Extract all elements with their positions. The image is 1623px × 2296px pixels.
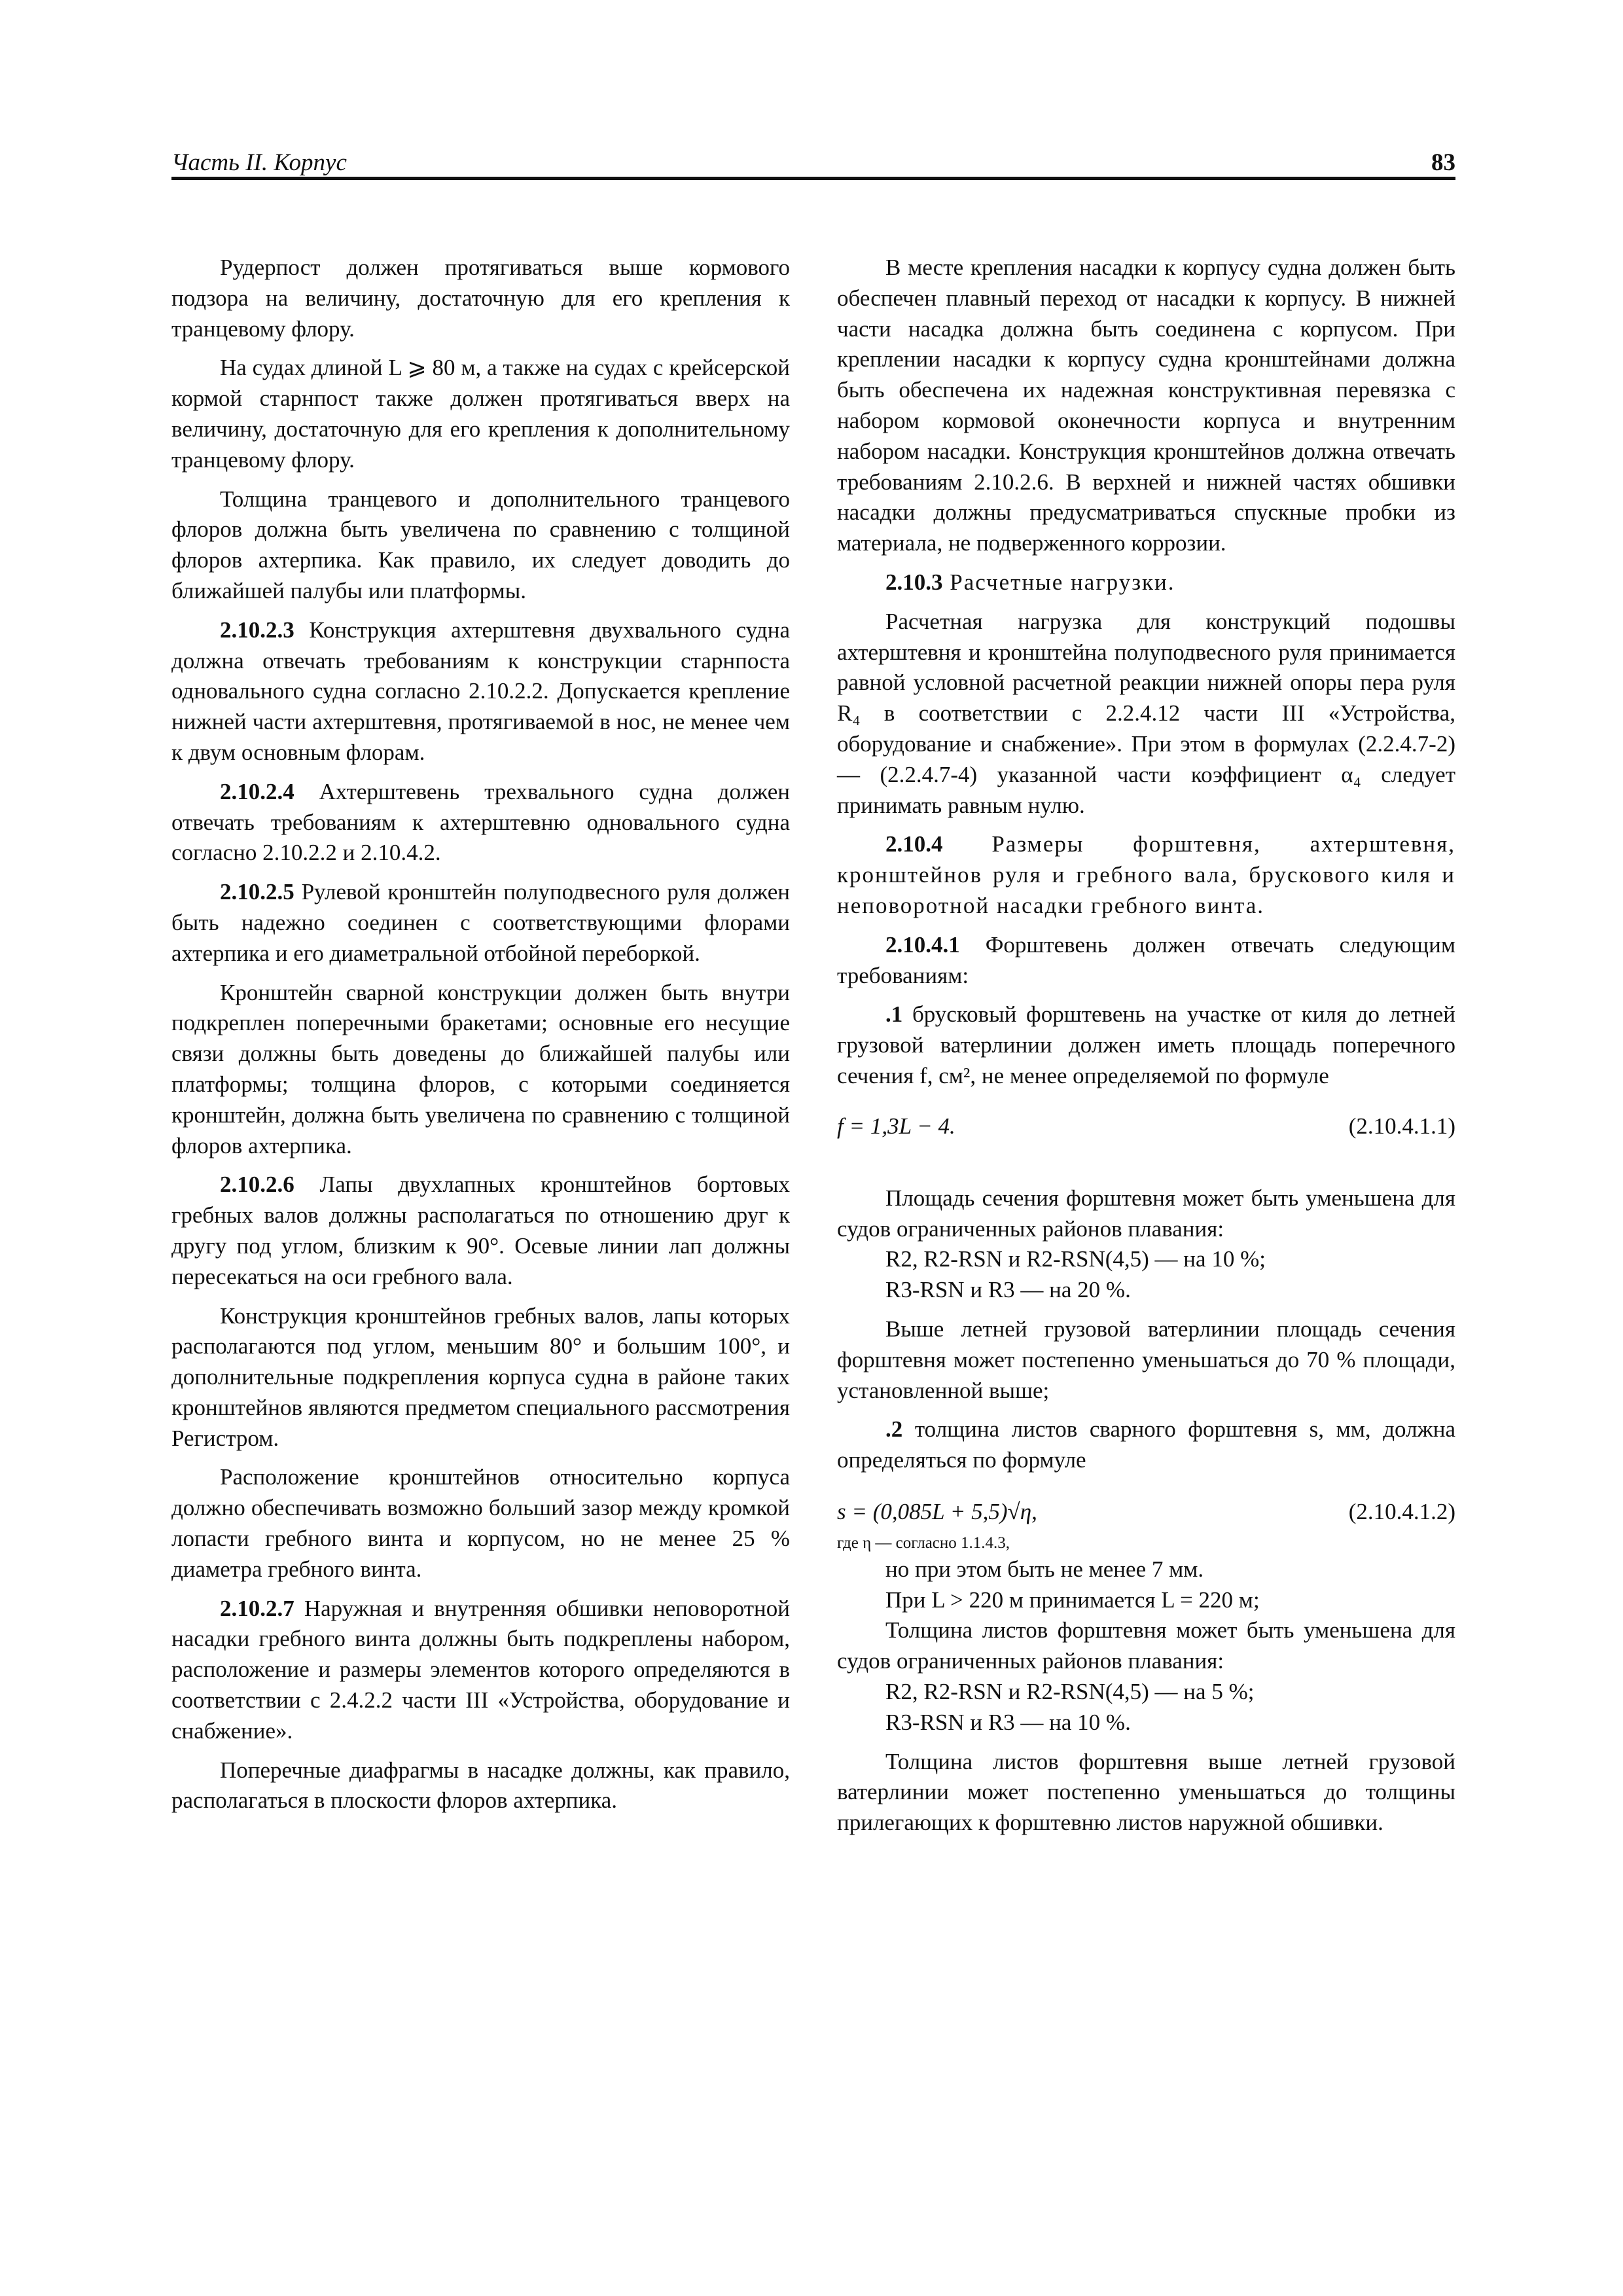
section-text: Конструкция ахтерштевня двухвального судна должна отвечать требованиям к конструкции старнпоста одновального судна согласно 2.10.2.2. Допускается крепление нижней части ахтерштевня, протягиваемой в нос, не менее чем к двум основным флорам. [171, 617, 790, 765]
formula-number: (2.10.4.1.2) [1348, 1498, 1455, 1524]
formula-expression: s = (0,085L + 5,5)√η, [837, 1498, 1037, 1524]
paragraph: Толщина листов форштевня выше летней грузовой ватерлинии может постепенно уменьшаться до толщины прилегающих к форштевню листов наружной обшивки. [837, 1748, 1455, 1836]
paragraph: Толщина листов форштевня может быть уменьшена для судов ограниченных районов плавания: [837, 1617, 1455, 1674]
section-2-10-3-heading [837, 567, 1455, 598]
section-number: 2.10.4 [885, 831, 943, 857]
page-header [171, 148, 1455, 178]
section-2-10-4-heading [837, 829, 1455, 921]
running-title: Часть II. Корпус [171, 149, 347, 176]
section-2-10-2-7 [171, 1594, 790, 1747]
paragraph: Расположение кронштейнов относительно корпуса должно обеспечивать возможно больший зазор между кромкой лопасти гребного винта и корпусом, но не менее 25 % диаметра гребного винта. [171, 1464, 790, 1582]
reduction-line: R3-RSN и R3 — на 10 %. [885, 1709, 1131, 1735]
left-column [171, 253, 790, 1816]
page-number: 83 [1431, 149, 1455, 176]
reduction-line: R3-RSN и R3 — на 20 %. [885, 1277, 1131, 1303]
formula-2-10-4-1-1 [837, 1110, 1455, 1143]
formula-expression: f = 1,3L − 4. [837, 1113, 955, 1139]
paragraph: Рудерпост должен протягиваться выше кормового подзора на величину, достаточную для его крепления к транцевому флору. [171, 255, 790, 342]
section-number: 2.10.2.7 [220, 1595, 294, 1621]
item-number: .2 [885, 1416, 903, 1443]
section-text: Форштевень должен отвечать следующим требованиям: [837, 931, 1455, 988]
paragraph: но при этом быть не менее 7 мм. [885, 1556, 1204, 1582]
section-number: 2.10.3 [885, 569, 943, 595]
paragraph: В месте крепления насадки к корпусу судна должен быть обеспечен плавный переход от насадки к корпусу. В нижней части насадка должна быть соединена с корпусом. При креплении насадки к корпусу судна кронштейнами должна быть обеспечена их надежная конструктивная перевязка с набором кормовой оконечности корпуса и внутренним набором насадки. Конструкция кронштейнов должна отвечать требованиям 2.10.2.6. В верхней и нижней частях обшивки насадки должны предусматриваться спускные пробки из материала, не подверженного коррозии. [837, 255, 1455, 556]
section-text: Рулевой кронштейн полуподвесного руля должен быть надежно соединен с соответствующими флорами ахтерпика и его диаметральной отбойной переборкой. [171, 879, 790, 966]
list-item-2 [837, 1414, 1455, 1476]
paragraph: Площадь сечения форштевня может быть уменьшена для судов ограниченных районов плавания: [837, 1185, 1455, 1242]
formula-where-note: где η — согласно 1.1.4.3, [837, 1534, 1010, 1552]
section-text: Лапы двухлапных кронштейнов бортовых гребных валов должны располагаться по отношению друг к другу под углом, близким к 90°. Осевые линии лап должны пересекаться на оси гребного вала. [171, 1172, 790, 1289]
paragraph: Расчетная нагрузка для конструкций подошвы ахтерштевня и кронштейна полуподвесного руля принимается равной условной расчетной реакции нижней опоры пера руля R₄ в соответствии с 2.2.4.12 части III «Устройства, оборудование и снабжение». При этом в формулах (2.2.4.7-2) — (2.2.4.7-4) указанной части коэффициент α₄ следует принимать равным нулю. [837, 608, 1455, 818]
list-item-1 [837, 999, 1455, 1091]
section-number: 2.10.2.5 [220, 879, 294, 905]
right-column [837, 253, 1455, 1839]
formula-number: (2.10.4.1.1) [1348, 1113, 1455, 1139]
section-heading-text: Размеры форштевня, ахтерштевня, кронштейнов руля и гребного вала, брускового киля и неповоротной насадки гребного винта. [837, 831, 1455, 918]
paragraph: Толщина транцевого и дополнительного транцевого флоров должна быть увеличена по сравнению с толщиной флоров ахтерпика. Как правило, их следует доводить до ближайшей палубы или платформы. [171, 486, 790, 603]
paragraph: Конструкция кронштейнов гребных валов, лапы которых располагаются под углом, меньшим 80° и большим 100°, и дополнительные подкрепления корпуса судна в районе таких кронштейнов являются предметом специального рассмотрения Регистром. [171, 1302, 790, 1451]
section-2-10-2-3 [171, 615, 790, 768]
section-number: 2.10.2.6 [220, 1172, 294, 1198]
section-2-10-2-6 [171, 1170, 790, 1292]
item-text: толщина листов сварного форштевня s, мм, должна определяться по формуле [837, 1416, 1455, 1473]
reduction-line: R2, R2-RSN и R2-RSN(4,5) — на 10 %; [885, 1246, 1266, 1272]
paragraph: На судах длиной L ⩾ 80 м, а также на судах с крейсерской кормой старнпост также должен протягиваться вверх на величину, достаточную для его крепления к дополнительному транцевому флору. [171, 355, 790, 473]
item-text: брусковый форштевень на участке от киля до летней грузовой ватерлинии должен иметь площадь поперечного сечения f, см², не менее определяемой по формуле [837, 1001, 1455, 1088]
section-number: 2.10.2.3 [220, 617, 294, 643]
item-number: .1 [885, 1001, 903, 1028]
section-2-10-2-4 [171, 777, 790, 869]
reduction-line: R2, R2-RSN и R2-RSN(4,5) — на 5 %; [885, 1679, 1255, 1705]
header-rule [171, 177, 1455, 180]
paragraph: Выше летней грузовой ватерлинии площадь сечения форштевня может постепенно уменьшаться до 70 % площади, установленной выше; [837, 1316, 1455, 1403]
section-number: 2.10.2.4 [220, 778, 294, 804]
section-text: Наружная и внутренняя обшивки неповоротной насадки гребного винта должны быть подкреплены набором, расположение и размеры элементов которого определяются в соответствии с 2.4.2.2 части III «Устройства, оборудование и снабжение». [171, 1595, 790, 1744]
section-heading-text: Расчетные нагрузки. [942, 569, 1175, 595]
section-number: 2.10.4.1 [885, 931, 960, 958]
paragraph: При L > 220 м принимается L = 220 м; [885, 1587, 1260, 1613]
paragraph: Поперечные диафрагмы в насадке должны, как правило, располагаться в плоскости флоров ахтерпика. [171, 1757, 790, 1814]
formula-2-10-4-1-2 [837, 1496, 1455, 1528]
section-text: Ахтерштевень трехвального судна должен отвечать требованиям к ахтерштевню одновального судна согласно 2.10.2.2 и 2.10.4.2. [171, 778, 790, 866]
section-2-10-2-5 [171, 877, 790, 969]
paragraph: Кронштейн сварной конструкции должен быть внутри подкреплен поперечными бракетами; основные его несущие связи должны быть доведены до ближайшей палубы или платформы; толщина флоров, с которыми соединяется кронштейн, должна быть увеличена по сравнению с толщиной флоров ахтерпика. [171, 979, 790, 1158]
section-2-10-4-1 [837, 930, 1455, 992]
